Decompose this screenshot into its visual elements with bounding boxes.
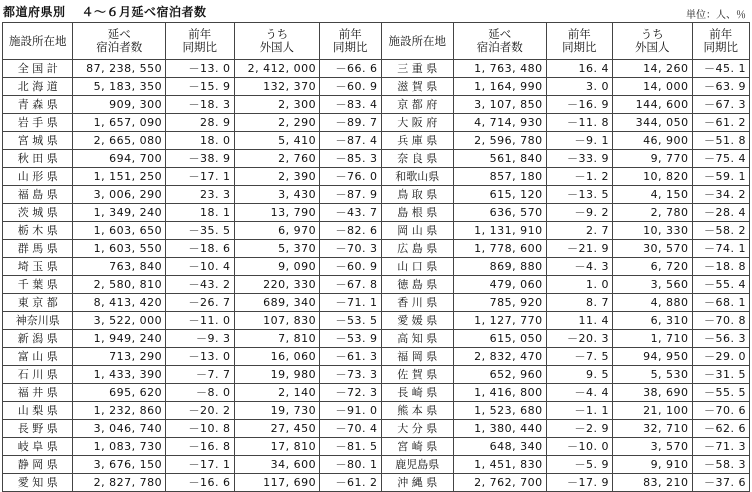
foreign-yoy-cell: －37. 6	[692, 474, 749, 492]
foreign-cell: 6, 970	[234, 222, 320, 240]
header-fyoy-l2: 同期比	[703, 40, 739, 54]
nights-cell: 1, 127, 770	[453, 312, 546, 330]
foreign-yoy-cell: －87. 9	[320, 186, 381, 204]
foreign-yoy-cell: －82. 6	[320, 222, 381, 240]
header-fyoy-left	[320, 23, 381, 60]
nights-cell: 4, 714, 930	[453, 114, 546, 132]
foreign-yoy-cell: －68. 1	[692, 294, 749, 312]
foreign-cell: 1, 710	[613, 330, 693, 348]
unit-note: 単位：人、％	[686, 10, 746, 21]
foreign-cell: 32, 710	[613, 420, 693, 438]
nights-cell: 87, 238, 550	[73, 60, 166, 78]
header-nights-right	[453, 23, 546, 60]
nights-cell: 1, 778, 600	[453, 240, 546, 258]
foreign-yoy-cell: －59. 1	[692, 168, 749, 186]
table-row	[3, 474, 750, 492]
foreign-cell: 27, 450	[234, 420, 320, 438]
foreign-yoy-cell: －67. 3	[692, 96, 749, 114]
table-row	[3, 294, 750, 312]
foreign-yoy-cell: －53. 5	[320, 312, 381, 330]
foreign-yoy-cell: －80. 1	[320, 456, 381, 474]
header-fyoy-l1: 前年	[709, 27, 733, 41]
foreign-cell: 10, 820	[613, 168, 693, 186]
foreign-yoy-cell: －55. 5	[692, 384, 749, 402]
header-yoy-l1: 前年	[188, 27, 212, 41]
foreign-yoy-cell: －53. 9	[320, 330, 381, 348]
foreign-cell: 2, 140	[234, 384, 320, 402]
table-row	[3, 168, 750, 186]
nights-cell: 3, 522, 000	[73, 312, 166, 330]
nights-cell: 648, 340	[453, 438, 546, 456]
table-row	[3, 150, 750, 168]
yoy-cell: －38. 9	[166, 150, 234, 168]
nights-cell: 8, 413, 420	[73, 294, 166, 312]
nights-cell: 1, 657, 090	[73, 114, 166, 132]
prefecture-cell: 宮 城 県	[3, 132, 73, 150]
prefecture-cell: 京 都 府	[381, 96, 453, 114]
nights-cell: 652, 960	[453, 366, 546, 384]
foreign-yoy-cell: －70. 4	[320, 420, 381, 438]
yoy-cell: －1. 2	[546, 168, 612, 186]
nights-cell: 2, 596, 780	[453, 132, 546, 150]
foreign-yoy-cell: －51. 8	[692, 132, 749, 150]
prefecture-cell: 山 口 県	[381, 258, 453, 276]
foreign-yoy-cell: －61. 2	[692, 114, 749, 132]
foreign-yoy-cell: －58. 3	[692, 456, 749, 474]
foreign-yoy-cell: －70. 3	[320, 240, 381, 258]
foreign-cell: 132, 370	[234, 78, 320, 96]
header-nights-l1: 延べ	[488, 27, 512, 41]
nights-cell: 1, 083, 730	[73, 438, 166, 456]
foreign-yoy-cell: －75. 4	[692, 150, 749, 168]
yoy-cell: －16. 8	[166, 438, 234, 456]
prefecture-cell: 福 岡 県	[381, 348, 453, 366]
header-location-left: 施設所在地	[3, 23, 73, 60]
nights-cell: 713, 290	[73, 348, 166, 366]
prefecture-cell: 熊 本 県	[381, 402, 453, 420]
yoy-cell: 2. 7	[546, 222, 612, 240]
foreign-cell: 4, 880	[613, 294, 693, 312]
foreign-cell: 3, 570	[613, 438, 693, 456]
foreign-yoy-cell: －74. 1	[692, 240, 749, 258]
foreign-yoy-cell: －18. 8	[692, 258, 749, 276]
nights-cell: 694, 700	[73, 150, 166, 168]
prefecture-cell: 大 分 県	[381, 420, 453, 438]
header-foreign-l2: 外国人	[259, 40, 295, 54]
foreign-cell: 94, 950	[613, 348, 693, 366]
nights-cell: 2, 665, 080	[73, 132, 166, 150]
prefecture-cell: 兵 庫 県	[381, 132, 453, 150]
table-row	[3, 186, 750, 204]
foreign-cell: 2, 300	[234, 96, 320, 114]
table-row	[3, 204, 750, 222]
nights-cell: 1, 451, 830	[453, 456, 546, 474]
prefecture-cell: 茨 城 県	[3, 204, 73, 222]
foreign-yoy-cell: －56. 3	[692, 330, 749, 348]
table-row	[3, 456, 750, 474]
yoy-cell: －17. 9	[546, 474, 612, 492]
prefecture-cell: 長 崎 県	[381, 384, 453, 402]
table-row	[3, 60, 750, 78]
nights-cell: 1, 131, 910	[453, 222, 546, 240]
nights-cell: 3, 006, 290	[73, 186, 166, 204]
nights-cell: 636, 570	[453, 204, 546, 222]
prefecture-cell: 石 川 県	[3, 366, 73, 384]
table-row	[3, 222, 750, 240]
nights-cell: 1, 763, 480	[453, 60, 546, 78]
prefecture-cell: 栃 木 県	[3, 222, 73, 240]
header-yoy-l2: 同期比	[562, 40, 597, 54]
table-row	[3, 258, 750, 276]
table-row	[3, 132, 750, 150]
yoy-cell: －10. 8	[166, 420, 234, 438]
prefecture-cell: 千 葉 県	[3, 276, 73, 294]
yoy-cell: －8. 0	[166, 384, 234, 402]
nights-cell: 3, 107, 850	[453, 96, 546, 114]
yoy-cell: －9. 2	[546, 204, 612, 222]
table-row	[3, 78, 750, 96]
prefecture-cell: 島 根 県	[381, 204, 453, 222]
yoy-cell: －18. 3	[166, 96, 234, 114]
header-foreign-l2: 外国人	[635, 40, 670, 54]
foreign-yoy-cell: －70. 6	[692, 402, 749, 420]
yoy-cell: －1. 1	[546, 402, 612, 420]
nights-cell: 1, 949, 240	[73, 330, 166, 348]
foreign-yoy-cell: －45. 1	[692, 60, 749, 78]
yoy-cell: －2. 9	[546, 420, 612, 438]
table-row	[3, 438, 750, 456]
nights-cell: 1, 380, 440	[453, 420, 546, 438]
foreign-yoy-cell: －67. 8	[320, 276, 381, 294]
nights-cell: 561, 840	[453, 150, 546, 168]
prefecture-cell: 和歌山県	[381, 168, 453, 186]
foreign-yoy-cell: －83. 4	[320, 96, 381, 114]
yoy-cell: －17. 1	[166, 456, 234, 474]
foreign-cell: 2, 390	[234, 168, 320, 186]
prefecture-cell: 沖 縄 県	[381, 474, 453, 492]
prefecture-cell: 鳥 取 県	[381, 186, 453, 204]
foreign-cell: 19, 730	[234, 402, 320, 420]
table-row	[3, 384, 750, 402]
foreign-cell: 9, 090	[234, 258, 320, 276]
foreign-cell: 17, 810	[234, 438, 320, 456]
header-foreign-l1: うち	[265, 27, 289, 41]
yoy-cell: －17. 1	[166, 168, 234, 186]
yoy-cell: －11. 0	[166, 312, 234, 330]
foreign-yoy-cell: －60. 9	[320, 78, 381, 96]
yoy-cell: －35. 5	[166, 222, 234, 240]
prefecture-cell: 山 梨 県	[3, 402, 73, 420]
table-row	[3, 96, 750, 114]
nights-cell: 1, 416, 800	[453, 384, 546, 402]
yoy-cell: －43. 2	[166, 276, 234, 294]
foreign-yoy-cell: －73. 3	[320, 366, 381, 384]
yoy-cell: 8. 7	[546, 294, 612, 312]
yoy-cell: －4. 3	[546, 258, 612, 276]
foreign-yoy-cell: －91. 0	[320, 402, 381, 420]
header-yoy-right	[546, 23, 612, 60]
yoy-cell: 11. 4	[546, 312, 612, 330]
foreign-cell: 83, 210	[613, 474, 693, 492]
yoy-cell: 1. 0	[546, 276, 612, 294]
prefecture-cell: 香 川 県	[381, 294, 453, 312]
prefecture-cell: 愛 媛 県	[381, 312, 453, 330]
table-body	[3, 60, 750, 492]
table-row	[3, 402, 750, 420]
header-nights-l1: 延べ	[107, 27, 131, 41]
foreign-cell: 2, 780	[613, 204, 693, 222]
nights-cell: 615, 120	[453, 186, 546, 204]
foreign-cell: 38, 690	[613, 384, 693, 402]
foreign-cell: 5, 370	[234, 240, 320, 258]
foreign-cell: 2, 760	[234, 150, 320, 168]
header-nights-left	[73, 23, 166, 60]
yoy-cell: 9. 5	[546, 366, 612, 384]
table-row	[3, 276, 750, 294]
foreign-yoy-cell: －29. 0	[692, 348, 749, 366]
yoy-cell: －9. 3	[166, 330, 234, 348]
foreign-cell: 689, 340	[234, 294, 320, 312]
title-main: 都道府県別	[3, 5, 66, 19]
foreign-yoy-cell: －34. 2	[692, 186, 749, 204]
nights-cell: 695, 620	[73, 384, 166, 402]
foreign-cell: 16, 060	[234, 348, 320, 366]
foreign-yoy-cell: －43. 7	[320, 204, 381, 222]
nights-cell: 1, 603, 650	[73, 222, 166, 240]
table-row	[3, 330, 750, 348]
prefecture-cell: 鹿児島県	[381, 456, 453, 474]
yoy-cell: －20. 2	[166, 402, 234, 420]
foreign-yoy-cell: －61. 3	[320, 348, 381, 366]
foreign-yoy-cell: －89. 7	[320, 114, 381, 132]
foreign-yoy-cell: －85. 3	[320, 150, 381, 168]
table-row	[3, 420, 750, 438]
prefecture-cell: 北 海 道	[3, 78, 73, 96]
foreign-yoy-cell: －72. 3	[320, 384, 381, 402]
foreign-cell: 30, 570	[613, 240, 693, 258]
nights-cell: 5, 183, 350	[73, 78, 166, 96]
foreign-cell: 9, 770	[613, 150, 693, 168]
yoy-cell: 16. 4	[546, 60, 612, 78]
yoy-cell: －18. 6	[166, 240, 234, 258]
prefecture-cell: 長 野 県	[3, 420, 73, 438]
prefecture-cell: 滋 賀 県	[381, 78, 453, 96]
yoy-cell: －10. 0	[546, 438, 612, 456]
foreign-cell: 14, 000	[613, 78, 693, 96]
yoy-cell: 18. 0	[166, 132, 234, 150]
prefecture-cell: 岡 山 県	[381, 222, 453, 240]
yoy-cell: 28. 9	[166, 114, 234, 132]
prefecture-cell: 高 知 県	[381, 330, 453, 348]
prefecture-cell: 福 井 県	[3, 384, 73, 402]
yoy-cell: －16. 6	[166, 474, 234, 492]
foreign-cell: 9, 910	[613, 456, 693, 474]
header-row	[3, 23, 750, 60]
table-row	[3, 114, 750, 132]
yoy-cell: －21. 9	[546, 240, 612, 258]
yoy-cell: －7. 5	[546, 348, 612, 366]
foreign-yoy-cell: －58. 2	[692, 222, 749, 240]
nights-cell: 2, 832, 470	[453, 348, 546, 366]
table-row	[3, 312, 750, 330]
foreign-yoy-cell: －55. 4	[692, 276, 749, 294]
yoy-cell: －13. 0	[166, 60, 234, 78]
prefecture-cell: 奈 良 県	[381, 150, 453, 168]
prefecture-cell: 愛 知 県	[3, 474, 73, 492]
prefecture-cell: 岐 阜 県	[3, 438, 73, 456]
yoy-cell: －13. 0	[166, 348, 234, 366]
prefecture-cell: 佐 賀 県	[381, 366, 453, 384]
prefecture-cell: 福 島 県	[3, 186, 73, 204]
page-title	[3, 3, 223, 20]
prefecture-cell: 秋 田 県	[3, 150, 73, 168]
header-yoy-l2: 同期比	[182, 40, 218, 54]
prefecture-cell: 三 重 県	[381, 60, 453, 78]
prefecture-cell: 新 潟 県	[3, 330, 73, 348]
nights-cell: 1, 232, 860	[73, 402, 166, 420]
foreign-yoy-cell: －66. 6	[320, 60, 381, 78]
yoy-cell: －9. 1	[546, 132, 612, 150]
prefecture-cell: 東 京 都	[3, 294, 73, 312]
foreign-cell: 19, 980	[234, 366, 320, 384]
header-fyoy-right	[692, 23, 749, 60]
foreign-yoy-cell: －31. 5	[692, 366, 749, 384]
nights-cell: 857, 180	[453, 168, 546, 186]
foreign-yoy-cell: －70. 8	[692, 312, 749, 330]
nights-cell: 763, 840	[73, 258, 166, 276]
nights-cell: 479, 060	[453, 276, 546, 294]
table-row	[3, 366, 750, 384]
foreign-cell: 34, 600	[234, 456, 320, 474]
foreign-cell: 2, 412, 000	[234, 60, 320, 78]
foreign-cell: 14, 260	[613, 60, 693, 78]
nights-cell: 909, 300	[73, 96, 166, 114]
yoy-cell: －15. 9	[166, 78, 234, 96]
table-row	[3, 240, 750, 258]
header-location-right: 施設所在地	[381, 23, 453, 60]
foreign-cell: 3, 560	[613, 276, 693, 294]
prefecture-cell: 岩 手 県	[3, 114, 73, 132]
prefecture-cell: 富 山 県	[3, 348, 73, 366]
nights-cell: 1, 164, 990	[453, 78, 546, 96]
prefecture-cell: 埼 玉 県	[3, 258, 73, 276]
prefecture-cell: 山 形 県	[3, 168, 73, 186]
lodging-stats-table	[2, 22, 750, 492]
foreign-cell: 144, 600	[613, 96, 693, 114]
foreign-cell: 117, 690	[234, 474, 320, 492]
foreign-yoy-cell: －28. 4	[692, 204, 749, 222]
foreign-cell: 344, 050	[613, 114, 693, 132]
yoy-cell: －10. 4	[166, 258, 234, 276]
header-foreign-left	[234, 23, 320, 60]
nights-cell: 2, 580, 810	[73, 276, 166, 294]
yoy-cell: －11. 8	[546, 114, 612, 132]
nights-cell: 2, 827, 780	[73, 474, 166, 492]
prefecture-cell: 徳 島 県	[381, 276, 453, 294]
yoy-cell: －33. 9	[546, 150, 612, 168]
yoy-cell: 3. 0	[546, 78, 612, 96]
header-fyoy-l2: 同期比	[333, 40, 368, 54]
foreign-cell: 46, 900	[613, 132, 693, 150]
foreign-yoy-cell: －81. 5	[320, 438, 381, 456]
header-fyoy-l1: 前年	[338, 27, 362, 41]
prefecture-cell: 群 馬 県	[3, 240, 73, 258]
yoy-cell: －13. 5	[546, 186, 612, 204]
foreign-yoy-cell: －76. 0	[320, 168, 381, 186]
foreign-cell: 107, 830	[234, 312, 320, 330]
foreign-cell: 220, 330	[234, 276, 320, 294]
foreign-yoy-cell: －60. 9	[320, 258, 381, 276]
foreign-cell: 7, 810	[234, 330, 320, 348]
prefecture-cell: 広 島 県	[381, 240, 453, 258]
nights-cell: 1, 433, 390	[73, 366, 166, 384]
nights-cell: 869, 880	[453, 258, 546, 276]
header-nights-l2: 宿泊者数	[96, 40, 143, 54]
nights-cell: 1, 523, 680	[453, 402, 546, 420]
header-yoy-left	[166, 23, 234, 60]
nights-cell: 1, 603, 550	[73, 240, 166, 258]
foreign-yoy-cell: －71. 1	[320, 294, 381, 312]
prefecture-cell: 宮 崎 県	[381, 438, 453, 456]
foreign-yoy-cell: －71. 3	[692, 438, 749, 456]
nights-cell: 1, 151, 250	[73, 168, 166, 186]
foreign-cell: 2, 290	[234, 114, 320, 132]
foreign-cell: 6, 720	[613, 258, 693, 276]
foreign-yoy-cell: －61. 2	[320, 474, 381, 492]
yoy-cell: 18. 1	[166, 204, 234, 222]
table-row	[3, 348, 750, 366]
foreign-yoy-cell: －87. 4	[320, 132, 381, 150]
yoy-cell: －5. 9	[546, 456, 612, 474]
foreign-cell: 21, 100	[613, 402, 693, 420]
nights-cell: 3, 046, 740	[73, 420, 166, 438]
foreign-cell: 10, 330	[613, 222, 693, 240]
foreign-cell: 5, 530	[613, 366, 693, 384]
header-yoy-l1: 前年	[567, 27, 591, 41]
nights-cell: 785, 920	[453, 294, 546, 312]
nights-cell: 615, 050	[453, 330, 546, 348]
prefecture-cell: 青 森 県	[3, 96, 73, 114]
prefecture-cell: 全 国 計	[3, 60, 73, 78]
prefecture-cell: 神奈川県	[3, 312, 73, 330]
header-foreign-l1: うち	[640, 27, 664, 41]
yoy-cell: －16. 9	[546, 96, 612, 114]
foreign-cell: 6, 310	[613, 312, 693, 330]
header-foreign-right	[613, 23, 693, 60]
nights-cell: 1, 349, 240	[73, 204, 166, 222]
title-sub: ４～６月延べ宿泊者数	[81, 5, 207, 19]
header-nights-l2: 宿泊者数	[476, 40, 523, 54]
nights-cell: 3, 676, 150	[73, 456, 166, 474]
foreign-cell: 4, 150	[613, 186, 693, 204]
foreign-yoy-cell: －63. 9	[692, 78, 749, 96]
nights-cell: 2, 762, 700	[453, 474, 546, 492]
foreign-cell: 5, 410	[234, 132, 320, 150]
yoy-cell: －4. 4	[546, 384, 612, 402]
foreign-cell: 3, 430	[234, 186, 320, 204]
yoy-cell: －20. 3	[546, 330, 612, 348]
yoy-cell: －26. 7	[166, 294, 234, 312]
yoy-cell: 23. 3	[166, 186, 234, 204]
foreign-cell: 13, 790	[234, 204, 320, 222]
yoy-cell: －7. 7	[166, 366, 234, 384]
foreign-yoy-cell: －62. 6	[692, 420, 749, 438]
prefecture-cell: 大 阪 府	[381, 114, 453, 132]
prefecture-cell: 静 岡 県	[3, 456, 73, 474]
